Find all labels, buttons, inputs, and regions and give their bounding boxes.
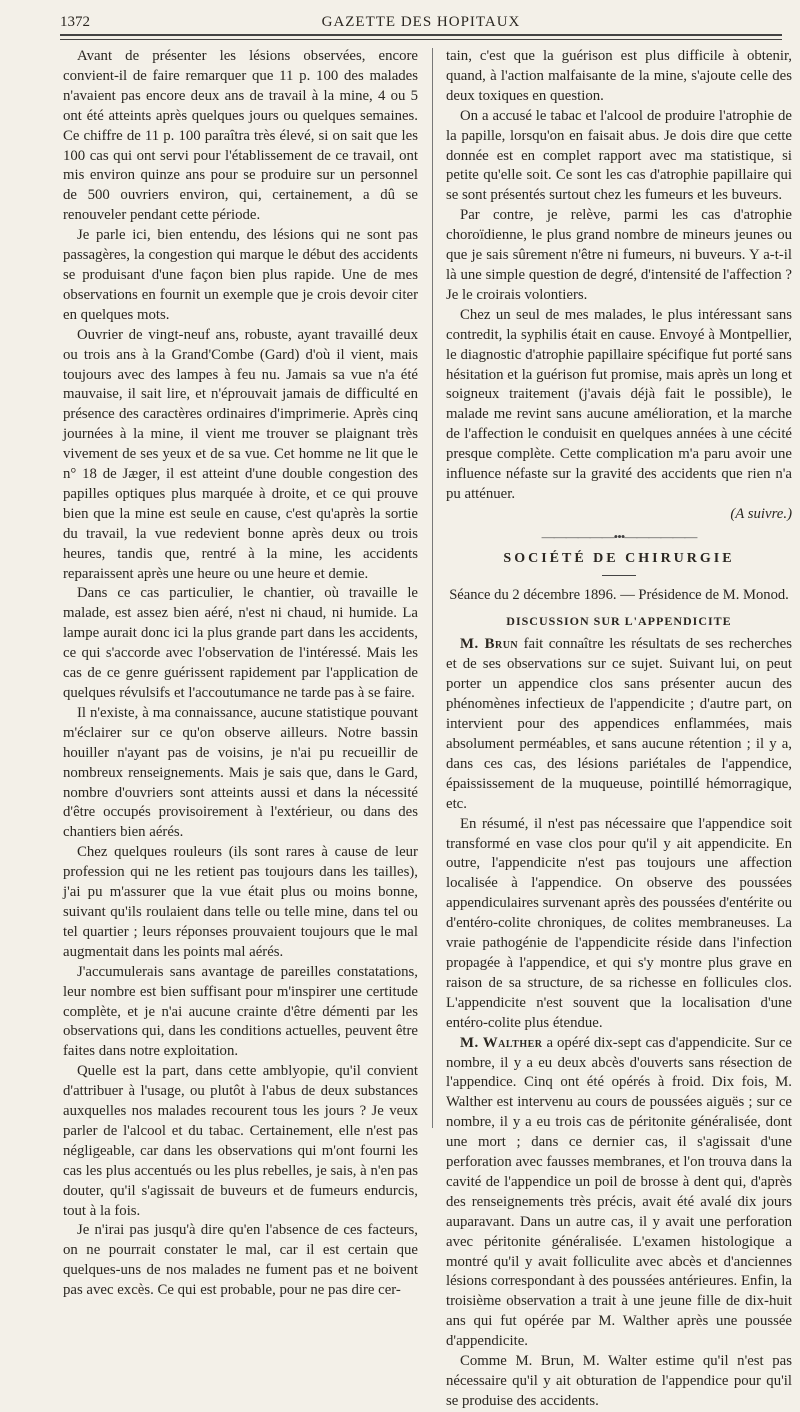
speaker-name: M. Walther [460,1034,543,1051]
paragraph: Par contre, je relève, parmi les cas d'atrophie choroïdienne, le plus grand nombre de mineurs jeunes ou que je sais sûrement n'être ni fumeurs, ni buveurs. Y a-t-il là une simple question de degré, d'intensité de l'affection ? Je le croirais volontiers. [446,207,792,303]
short-rule [602,575,636,576]
paragraph: Chez un seul de mes malades, le plus intéressant sans contredit, la syphilis était en cause. Envoyé à Montpellier, le diagnostic d'atrophie papillaire spécifique fut porté sans hésitation et la guérison fut promise, mais après un long et soigneux traitement (j'avais déjà fait le possible), le malade me revint sans aucune amélioration, et la marche de l'affection le conduisit en quelques années à une cécité presque complète. Cette complication m'a paru avoir une influence néfaste sur la gravité des accidents que rien n'a pu atténuer. [446,306,792,502]
paragraph-brun [446,635,792,814]
right-column [446,47,792,1412]
paragraph-walther [446,1034,792,1353]
paragraph: Avant de présenter les lésions observées, encore convient-il de faire remarquer que 11 p. 100 des malades n'avaient pas encore deux ans de travail à la mine, 4 ou 5 ont été atteints après quelques jours ou quelques semaines. Ce chiffre de 11 p. 100 paraîtra très élevé, si on sait que les 100 cas qui ont servi pour l'établissement de ce travail, ont mis environ quinze ans pour se produire sur un personnel de 500 ouvriers environ, qui, certainement, a dû se renouveler pendant cette période. [63,48,418,224]
header-rule-thick [60,34,782,36]
column-divider [432,48,433,1128]
paragraph: Il n'existe, à ma connaissance, aucune statistique pouvant m'éclairer sur ce qu'on observe ailleurs. Notre bassin houiller n'ayant pas de voisins, je n'ai pu recueillir de nombreux renseignements. Mais je sais que, dans le Gard, nombre d'ouvriers sont atteints aussi et dans la nécessité d'être occupés provisoirement à l'extérieur, ou dans des chantiers bien aérés. [63,704,418,841]
header-rule-thin [60,39,782,40]
speaker-name: M. Brun [460,636,519,653]
session-line: Séance du 2 décembre 1896. — Présidence de M. Monod. [449,586,789,603]
paragraph: En résumé, il n'est pas nécessaire que l'appendice soit transformé en vase clos pour qu'il y ait appendicite. En outre, l'appendicite n'est pas toujours une affection localisée à l'appendice. On observe des poussées appendiculaires survenant après des poussées d'entérite ou d'entéro-colite chroniques, de colites membraneuses. La vraie pathogénie de l'appendicite réside dans l'infection propagée à l'appendice, et qui s'y montre plus grave en raison de sa structure, de sa richesse en follicules clos. L'appendicite n'est souvent que la localisation d'une entéro-colite plus étendue. [446,815,792,1031]
paragraph: Chez quelques rouleurs (ils sont rares à cause de leur profession qui ne les retient pas toujours dans les tailles), j'ai pu m'assurer que la vue était plus ou moins bonne, suivant qu'ils roulaient dans telle ou telle mine, dans tel ou tel quartier ; leurs réponses prouvaient toujours que le mal augmentait dans les points mal aérés. [63,844,418,960]
paragraph: Je n'irai pas jusqu'à dire qu'en l'absence de ces facteurs, on ne pourrait constater le mal, car il est certain que quelques-uns de nos malades ne fument pas et ne boivent pas avec excès. Ce qui est probable, pour ne pas dire cer- [63,1222,418,1299]
paragraph: Je parle ici, bien entendu, des lésions qui ne sont pas passagères, la congestion qui marque le début des accidents se produisant d'une façon bien plus rapide. Une de mes observations en fournit un exemple que je crois devoir citer en quelques mots. [63,227,418,323]
paragraph: On a accusé le tabac et l'alcool de produire l'atrophie de la papille, lorsqu'on en faisait abus. Je dois dire que cette donnée est en complet rapport avec ma statistique, si petite qu'elle soit. Ce sont les cas d'atrophie papillaire qui se sont présentés surtout chez les fumeurs et les buveurs. [446,107,792,204]
section-title: SOCIÉTÉ DE CHIRURGIE [503,550,735,566]
paragraph: J'accumulerais sans avantage de pareilles constatations, leur nombre est bien suffisant pour m'inspirer une certitude complète, et je n'ai aucune crainte d'être démenti par les observations qui, dans les conditions actuelles, peuvent être faites dans notre exploitation. [63,963,418,1060]
paragraph: Dans ce cas particulier, le chantier, où travaille le malade, est assez bien aéré, n'est ni chaud, ni humide. La lampe aurait donc ici la plus grande part dans les accidents, ce qui s'accorde avec l'observation de l'intéressé. Mais les cas de ce genre guérissent rapidement par l'application de quelques révulsifs et l'accoutumance ne tarde pas à se faire. [63,585,418,701]
section-ornament: ——————•••—————— [541,528,697,544]
journal-title: GAZETTE DES HOPITAUX [321,14,521,30]
page-number: 1372 [60,14,90,30]
paragraph-text: fait connaître les résultats de ses recherches et de ses observations sur ce sujet. Suivant lui, on peut porter un appendice clos sans présenter aucun des phénomènes infectieux de l'appendicite ; d'autre part, on intervient pour des appendices enflammées, mais absolument perméables, et sans aucune rétention ; il y a, dans ces cas, des lésions pariétales de l'appendice, épaississement de la muqueuse, pointillé hémorragique, etc. [446,636,792,812]
discussion-title: DISCUSSION SUR L'APPENDICITE [506,613,732,628]
paragraph: Quelle est la part, dans cette amblyopie, qu'il convient d'attribuer à l'usage, ou plutôt à l'abus de deux substances auxquelles nos malades recourent tous les jours ? Je veux parler de l'alcool et du tabac. Certainement, elle n'est pas négligeable, car dans les observations qui m'ont fourni les cas les plus accentués ou les plus rebelles, je sais, à n'en pas douter, qu'il s'agissait de buveurs et de fumeurs endurcis, tout à la fois. [63,1063,418,1219]
paragraph: tain, c'est que la guérison est plus difficile à obtenir, quand, à l'action malfaisante de la mine, s'ajoute celle des deux toxiques en question. [446,48,792,104]
page-header [60,12,782,36]
paragraph: Ouvrier de vingt-neuf ans, robuste, ayant travaillé deux ou trois ans à la Grand'Combe (Gard) d'où il vient, mais toujours avec des lampes à feu nu. Jamais sa vue n'a été mauvaise, il sait lire, et n'éprouvait jamais de difficulté en présence des caractères ordinaires d'imprimerie. Après cinq journées à la mine, il vient me trouver se plaignant très vivement de ses yeux et de sa vue. Cet homme ne lit que le n° 18 de Jæger, il est atteint d'une double congestion des papilles optiques plus marquée à droite, et ce qui prouve bien que la mine est seule en cause, c'est qu'après la sortie du travail, la vue redevient bonne après deux ou trois heures, tandis que, rentré à la mine, les accidents reparaissent après une heure ou une heure et demie. [63,326,418,582]
left-column [63,47,418,1301]
to-be-continued: (A suivre.) [730,505,792,522]
paragraph-text: a opéré dix-sept cas d'appendicite. Sur ce nombre, il y a eu deux abcès d'ouverts sans résection de l'appendice. Cinq ont été opérés à froid. Dix fois, M. Walther est intervenu au cours de poussées aiguës ; sur ce nombre, il y a eu trois cas de péritonite généralisée, dont une mort ; dans ce dernier cas, il s'agissait d'une perforation avec fausses membranes, et l'on trouva dans la cavité de l'appendice un poil de brosse à dent qui, d'après des renseignements très précis, avait été avalé dix jours auparavant. Dans un autre cas, il y avait une perforation avec péritonite généralisée. L'examen histologique a montré qu'il y avait folliculite avec abcès et d'anciennes lésions correspondant à des poussées antérieures. Enfin, la troisième observation a trait à une jeune fille de dix-huit ans qui fut opérée par M. Walther après une poussée d'appendicite. [446,1034,792,1350]
paragraph: Comme M. Brun, M. Walter estime qu'il n'est pas nécessaire qu'il y ait obturation de l'appendice pour qu'il se produise des accidents. [446,1353,792,1409]
